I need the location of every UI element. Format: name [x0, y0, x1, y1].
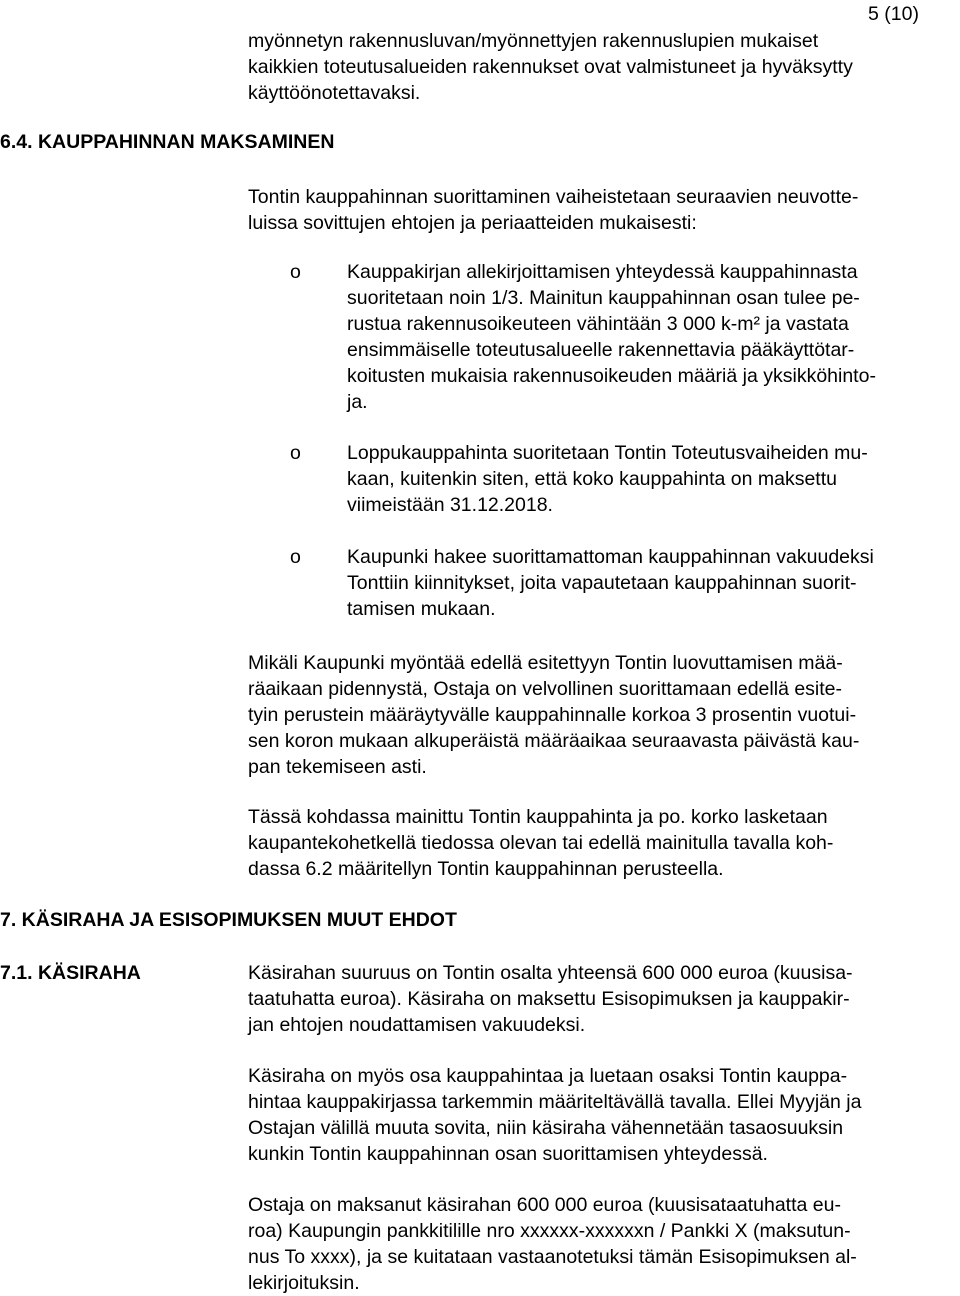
section-heading-7-1: 7.1. KÄSIRAHA: [0, 962, 141, 984]
text-line: tamisen mukaan.: [347, 598, 496, 620]
text-line: Tonttiin kiinnitykset, joita vapautetaan kauppahinnan suorit-: [347, 572, 857, 594]
text-line: tyin perustein määräytyvälle kauppahinnalle korkoa 3 prosentin vuotui-: [248, 704, 857, 726]
text-line: Kauppakirjan allekirjoittamisen yhteydessä kauppahinnasta: [347, 261, 858, 283]
text-line: kaikkien toteutusalueiden rakennukset ovat valmistuneet ja hyväksytty: [248, 56, 853, 78]
text-line: hintaa kauppakirjassa tarkemmin määriteltävällä tavalla. Ellei Myyjän ja: [248, 1091, 862, 1113]
bullet-text: [347, 440, 868, 518]
text-line: Mikäli Kaupunki myöntää edellä esitettyyn Tontin luovuttamisen mää-: [248, 652, 843, 674]
text-line: sen koron mukaan alkuperäistä määräaikaa seuraavasta päivästä kau-: [248, 730, 860, 752]
intro-paragraph: [248, 28, 853, 106]
text-line: käyttöönotettavaksi.: [248, 82, 421, 104]
bullet-marker: o: [290, 442, 301, 464]
paragraph-deposit-amount: [248, 960, 853, 1038]
text-line: suoritetaan noin 1/3. Mainitun kauppahinnan osan tulee pe-: [347, 287, 860, 309]
text-line: nus To xxxx), ja se kuitataan vastaanotetuksi tämän Esisopimuksen al-: [248, 1246, 857, 1268]
bullet-marker: o: [290, 546, 301, 568]
text-line: kunkin Tontin kauppahinnan osan suorittamisen yhteydessä.: [248, 1143, 768, 1165]
text-line: dassa 6.2 määritellyn Tontin kauppahinnan perusteella.: [248, 858, 724, 880]
section-6-4-intro: [248, 184, 858, 236]
section-heading-7: 7. KÄSIRAHA JA ESISOPIMUKSEN MUUT EHDOT: [0, 909, 457, 931]
page-number: 5 (10): [868, 3, 919, 25]
text-line: roa) Kaupungin pankkitilille nro xxxxxx-xxxxxxn / Pankki X (maksutun-: [248, 1220, 851, 1242]
text-line: kaan, kuitenkin siten, että koko kauppahinta on maksettu: [347, 468, 837, 490]
text-line: Kaupunki hakee suorittamattoman kauppahinnan vakuudeksi: [347, 546, 874, 568]
text-line: rustua rakennusoikeuteen vähintään 3 000 k-m² ja vastata: [347, 313, 849, 335]
text-line: luissa sovittujen ehtojen ja periaatteiden mukaisesti:: [248, 212, 697, 234]
section-heading-6-4: 6.4. KAUPPAHINNAN MAKSAMINEN: [0, 131, 335, 153]
bullet-marker: o: [290, 261, 301, 283]
text-line: jan ehtojen noudattamisen vakuudeksi.: [248, 1014, 586, 1036]
text-line: ensimmäiselle toteutusalueelle rakennettavia pääkäyttötar-: [347, 339, 855, 361]
paragraph-extension-interest: [248, 650, 859, 780]
bullet-text: [347, 259, 876, 415]
bullet-text: [347, 544, 874, 622]
text-line: Tontin kauppahinnan suorittaminen vaiheistetaan seuraavien neuvotte-: [248, 186, 859, 208]
paragraph-deposit-payment: [248, 1192, 857, 1296]
text-line: viimeistään 31.12.2018.: [347, 494, 553, 516]
paragraph-deposit-deduction: [248, 1063, 861, 1167]
text-line: räaikaan pidennystä, Ostaja on velvollinen suorittamaan edellä esite-: [248, 678, 843, 700]
text-line: koitusten mukaisia rakennusoikeuden määriä ja yksikköhinto-: [347, 365, 876, 387]
text-line: pan tekemiseen asti.: [248, 756, 427, 778]
text-line: Ostajan välillä muuta sovita, niin käsiraha vähennetään tasaosuuksin: [248, 1117, 844, 1139]
text-line: Loppukauppahinta suoritetaan Tontin Toteutusvaiheiden mu-: [347, 442, 868, 464]
text-line: ja.: [347, 391, 368, 413]
text-line: myönnetyn rakennusluvan/myönnettyjen rakennuslupien mukaiset: [248, 30, 819, 52]
text-line: taatuhatta euroa). Käsiraha on maksettu Esisopimuksen ja kauppakir-: [248, 988, 850, 1010]
text-line: Käsirahan suuruus on Tontin osalta yhteensä 600 000 euroa (kuusisa-: [248, 962, 853, 984]
text-line: Käsiraha on myös osa kauppahintaa ja luetaan osaksi Tontin kauppa-: [248, 1065, 848, 1087]
paragraph-price-basis: [248, 804, 833, 882]
text-line: lekirjoituksin.: [248, 1272, 360, 1294]
text-line: Ostaja on maksanut käsirahan 600 000 euroa (kuusisataatuhatta eu-: [248, 1194, 841, 1216]
text-line: Tässä kohdassa mainittu Tontin kauppahinta ja po. korko lasketaan: [248, 806, 828, 828]
text-line: kaupantekohetkellä tiedossa olevan tai edellä mainitulla tavalla koh-: [248, 832, 834, 854]
